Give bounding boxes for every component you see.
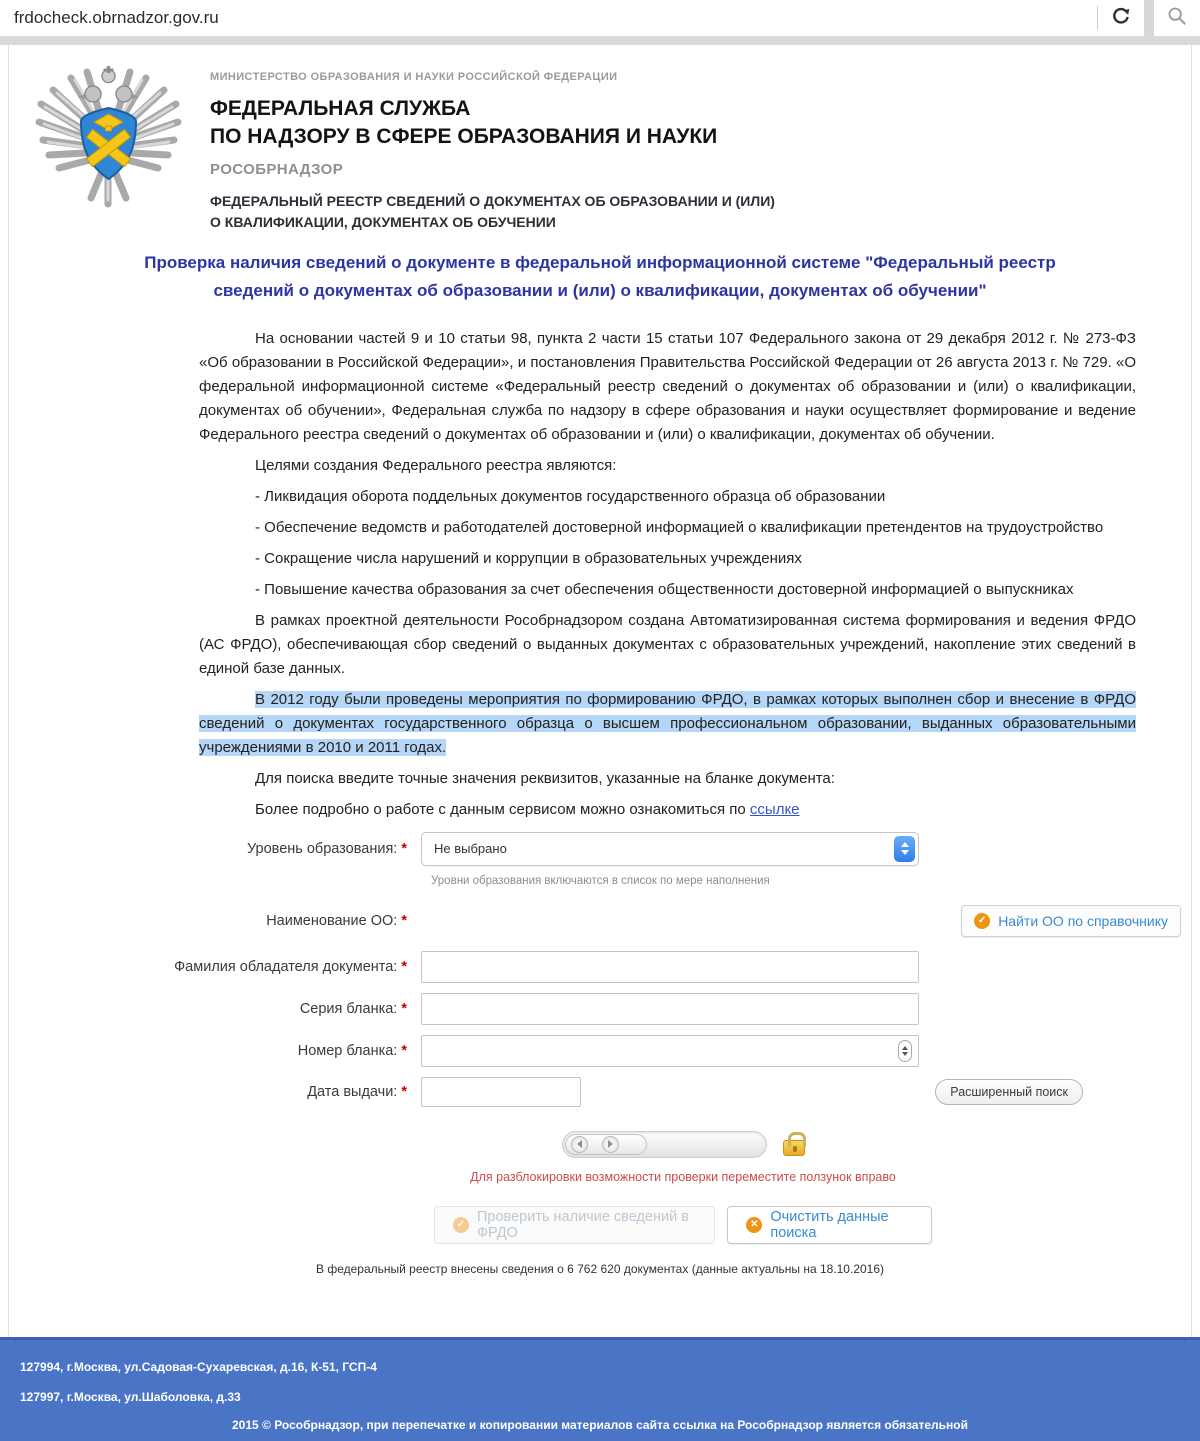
number-label: Номер бланка: * [297, 1042, 407, 1059]
required-asterisk: * [401, 958, 407, 975]
required-asterisk: * [401, 1083, 407, 1100]
advanced-search-button[interactable]: Расширенный поиск [935, 1079, 1083, 1105]
surname-row [9, 951, 1191, 983]
select-stepper-icon [894, 836, 915, 862]
issue-date-input[interactable] [421, 1077, 581, 1107]
lock-icon [783, 1140, 805, 1156]
issue-date-row [9, 1077, 1191, 1107]
number-input[interactable] [421, 1035, 919, 1067]
surname-label: Фамилия обладателя документа: * [174, 958, 407, 975]
footer-address-2: 127997, г.Москва, ул.Шаболовка, д.33 [20, 1390, 241, 1404]
clear-circle-icon: ✕ [746, 1217, 762, 1233]
footer-copyright: 2015 © Рособрнадзор, при перепечатке и копировании материалов сайта ссылка на Рособрнадзор является обязательной [232, 1418, 968, 1432]
form-buttons-row [434, 1206, 932, 1244]
paragraph: - Ликвидация оборота поддельных документов государственного образца об образовании [255, 487, 886, 505]
registry-name: ФЕДЕРАЛЬНЫЙ РЕЕСТР СВЕДЕНИЙ О ДОКУМЕНТАХ ОБ ОБРАЗОВАНИИ И (ИЛИ) О КВАЛИФИКАЦИИ, ДОКУМЕНТАХ ОБ ОБУЧЕНИИ [210, 193, 775, 231]
reload-icon [1110, 5, 1132, 32]
document-search-form [9, 832, 1191, 1276]
address-bar[interactable]: frdocheck.obrnadzor.gov.ru [14, 8, 219, 27]
service-name: ФЕДЕРАЛЬНАЯ СЛУЖБА ПО НАДЗОРУ В СФЕРЕ ОБРАЗОВАНИЯ И НАУКИ [210, 97, 718, 148]
toolbar-gap [1144, 0, 1154, 36]
verification-actions [434, 1107, 932, 1244]
page-top-strip [0, 36, 1200, 45]
required-asterisk: * [401, 840, 407, 857]
rosobrnadzor-emblem-icon [31, 61, 186, 221]
education-level-hint-row [9, 870, 1191, 887]
site-footer [0, 1337, 1200, 1441]
unlock-slider-handle[interactable] [565, 1134, 647, 1155]
education-level-label: Уровень образования: * [246, 840, 407, 857]
paragraph: - Сокращение числа нарушений и коррупции в образовательных учреждениях [255, 549, 802, 567]
education-level-selected-value: Не выбрано [434, 841, 507, 856]
paragraph: На основании частей 9 и 10 статьи 98, пункта 2 части 15 статьи 107 Федерального закона от 29 декабря 2012 г. № 273-ФЗ «Об образовании в Российской Федерации», и постановления Правительства Российской Федерации от 26 августа 2013 г. № 729. «О федеральной информационной системе «Федеральный реестр сведений о документах об образовании и (или) о квалификации, документах об обучении», Федеральная служба по надзору в сфере образования и науки осуществляет формирование и ведение Федерального реестра сведений о документах об образовании и (или) о квалификации, документах об обучении. [199, 329, 1136, 443]
paragraph: - Обеспечение ведомств и работодателей достоверной информацией о квалификации претендентов на трудоустройство [255, 518, 1104, 536]
check-circle-icon: ✓ [974, 913, 990, 929]
required-asterisk: * [401, 1000, 407, 1017]
series-label: Серия бланка: * [299, 1000, 407, 1017]
paragraph: В рамках проектной деятельности Рособрнадзором создана Автоматизированная система формирования и ведения ФРДО (АС ФРДО), обеспечивающая сбор сведений о выданных документах с образовательных учреждений, накопление этих сведений в единой базе данных. [199, 611, 1136, 677]
number-row [9, 1035, 1191, 1067]
check-frdo-button[interactable]: ✓ Проверить наличие сведений в ФРДО [434, 1206, 715, 1244]
series-row [9, 993, 1191, 1025]
site-header [9, 45, 1191, 233]
number-spinner-icon[interactable] [898, 1040, 912, 1062]
education-level-row [9, 832, 1191, 866]
reload-button[interactable] [1098, 0, 1144, 36]
registry-status-text: В федеральный реестр внесены сведения о 6 762 620 документах (данные актуальны на 18.10.2016) [315, 1261, 885, 1276]
service-short-name: РОСОБРНАДЗОР [210, 161, 344, 179]
required-asterisk: * [401, 912, 407, 929]
education-level-select[interactable] [421, 832, 919, 866]
page-title: Проверка наличия сведений о документе в федеральной информационной системе "Федеральный реестр сведений о документах об образовании и (или) о квалификации, документах об обучении" [144, 253, 1056, 300]
unlock-hint: Для разблокировки возможности проверки переместите ползунок вправо [470, 1169, 896, 1184]
surname-input[interactable] [421, 951, 919, 983]
unlock-slider-row [562, 1131, 805, 1158]
search-icon [1166, 5, 1188, 32]
education-level-hint: Уровни образования включаются в список по мере наполнения [431, 874, 770, 887]
required-asterisk: * [401, 1042, 407, 1059]
intro-text-block [199, 327, 1136, 822]
unlock-slider-track[interactable] [562, 1131, 767, 1158]
paragraph: Целями создания Федерального реестра являются: [255, 456, 617, 474]
paragraph: Для поиска введите точные значения реквизитов, указанные на бланке документа: [255, 769, 835, 787]
issue-date-label: Дата выдачи: * [307, 1083, 407, 1100]
paragraph: - Повышение качества образования за счет обеспечения общественности достоверной информацией о выпускниках [255, 580, 1074, 598]
search-button[interactable] [1154, 0, 1200, 36]
ministry-name: МИНИСТЕРСТВО ОБРАЗОВАНИЯ И НАУКИ РОССИЙСКОЙ ФЕДЕРАЦИИ [210, 71, 618, 83]
find-oo-button[interactable]: ✓ Найти ОО по справочнику [961, 905, 1181, 937]
page-content [8, 45, 1192, 1337]
paragraph-highlighted: В 2012 году были проведены мероприятия по формированию ФРДО, в рамках которых выполнен сбор и внесение в ФРДО сведений о документах государственного образца о высшем профессиональном образовании, выданных образовательными учреждениями в 2010 и 2011 годах. [199, 690, 1136, 756]
footer-address-1: 127994, г.Москва, ул.Садовая-Сухаревская, д.16, К-51, ГСП-4 [20, 1360, 377, 1374]
browser-toolbar [0, 0, 1200, 36]
slider-left-arrow-icon [571, 1136, 588, 1153]
service-info-link[interactable]: ссылке [749, 800, 800, 818]
oo-name-label: Наименование ОО: * [266, 912, 407, 929]
check-circle-icon: ✓ [453, 1217, 469, 1233]
oo-name-row [9, 905, 1191, 937]
slider-right-arrow-icon [602, 1136, 619, 1153]
paragraph-more-info: Более подробно о работе с данным сервисом можно ознакомиться по ссылке [255, 800, 800, 818]
clear-search-button[interactable]: ✕ Очистить данные поиска [727, 1206, 932, 1244]
series-input[interactable] [421, 993, 919, 1025]
